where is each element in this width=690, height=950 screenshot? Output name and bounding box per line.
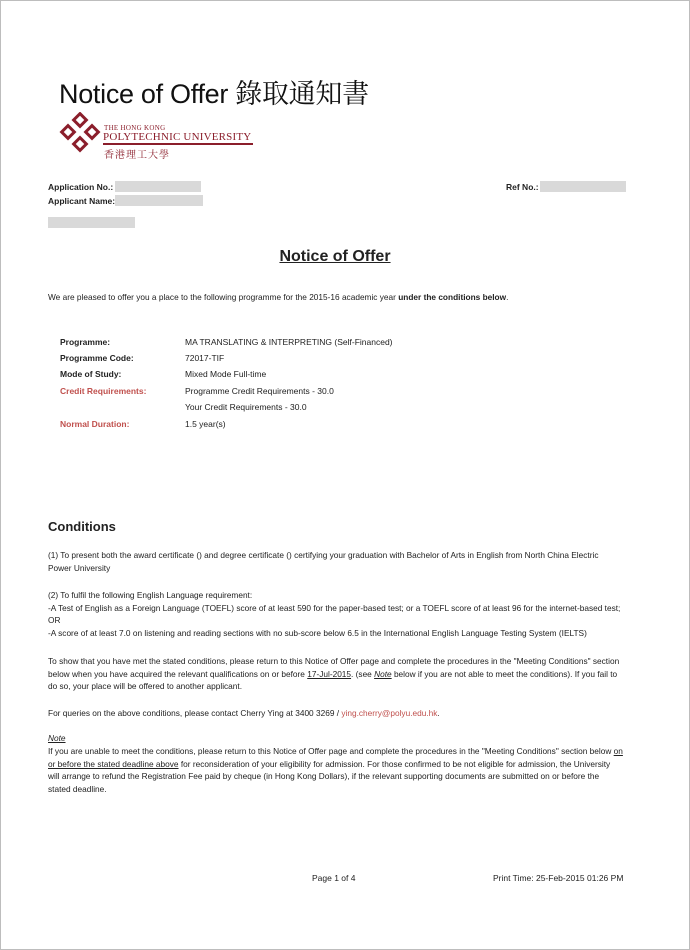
application-no-redacted — [115, 181, 201, 192]
print-time: Print Time: 25-Feb-2015 01:26 PM — [493, 873, 624, 883]
condition-2: (2) To fulfil the following English Language requirement: -A Test of English as a Foreign Language (TOEFL) score of at least 590 for the paper-based test; or a TOEFL score of at least 96 for the internet-based test; OR -A score of at least 7.0 on listening and reading sections with no sub-score below 6.5 in the International English Language Testing System (IELTS) — [48, 590, 621, 638]
mode-of-study-value: Mixed Mode Full-time — [185, 369, 267, 379]
normal-duration-label: Normal Duration: — [60, 419, 130, 429]
applicant-name-label: Applicant Name: — [48, 196, 116, 206]
university-name-line1: THE HONG KONG — [104, 124, 166, 132]
mode-of-study-label: Mode of Study: — [60, 369, 122, 379]
note-text: If you are unable to meet the conditions, please return to this Notice of Offer page and complete the procedures in the "Meeting Conditions" section below on or before the stated deadline above for reconsideration of your eligibility for admission. For those confirmed to be not eligible for admission, the University will arrange to refund the Registration Fee paid by cheque (in Hong Kong Dollars), if the relevant supporting documents are submitted on or before the stated deadline. — [48, 746, 623, 794]
show-conditions-text: To show that you have met the stated conditions, please return to this Notice of Offer page and complete the procedures in the "Meeting Conditions" section below when you have acquired the relevant qualifications on or before 17-Jul-2015. (see Note below if you are not able to meet the conditions). If you fail to do so, your place will be offered to another applicant. — [48, 656, 620, 691]
offer-heading: Notice of Offer — [279, 248, 391, 265]
ref-no-redacted — [540, 181, 626, 192]
programme-code-label: Programme Code: — [60, 353, 134, 363]
query-text: For queries on the above conditions, please contact Cherry Ying at 3400 3269 / ying.cherry@polyu.edu.hk. — [48, 708, 440, 718]
programme-label: Programme: — [60, 337, 111, 347]
address-redacted — [48, 217, 135, 228]
programme-credit-value: Programme Credit Requirements - 30.0 — [185, 386, 334, 396]
note-heading: Note — [48, 733, 66, 743]
credit-requirements-label: Credit Requirements: — [60, 386, 147, 396]
application-no-label: Application No.: — [48, 182, 114, 192]
university-name-line2: POLYTECHNIC UNIVERSITY — [103, 131, 252, 143]
conditions-heading: Conditions — [48, 519, 116, 534]
polyu-logo-icon — [57, 112, 103, 158]
programme-value: MA TRANSLATING & INTERPRETING (Self-Financed) — [185, 337, 393, 347]
intro-text: We are pleased to offer you a place to the following programme for the 2015-16 academic year under the conditions below. — [48, 292, 509, 302]
contact-email-link[interactable]: ying.cherry@polyu.edu.hk — [341, 708, 438, 718]
document-title: Notice of Offer 錄取通知書 — [59, 79, 369, 109]
your-credit-value: Your Credit Requirements - 30.0 — [185, 402, 307, 412]
normal-duration-value: 1.5 year(s) — [185, 419, 226, 429]
university-rule — [103, 143, 253, 145]
programme-code-value: 72017-TIF — [185, 353, 225, 363]
applicant-name-redacted — [115, 195, 203, 206]
condition-1: (1) To present both the award certificate () and degree certificate () certifying your graduation with Bachelor of Arts in English from North China Electric Power University — [48, 550, 599, 573]
page-number: Page 1 of 4 — [312, 873, 356, 883]
ref-no-label: Ref No.: — [506, 182, 539, 192]
university-name-zh: 香港理工大學 — [104, 150, 170, 161]
